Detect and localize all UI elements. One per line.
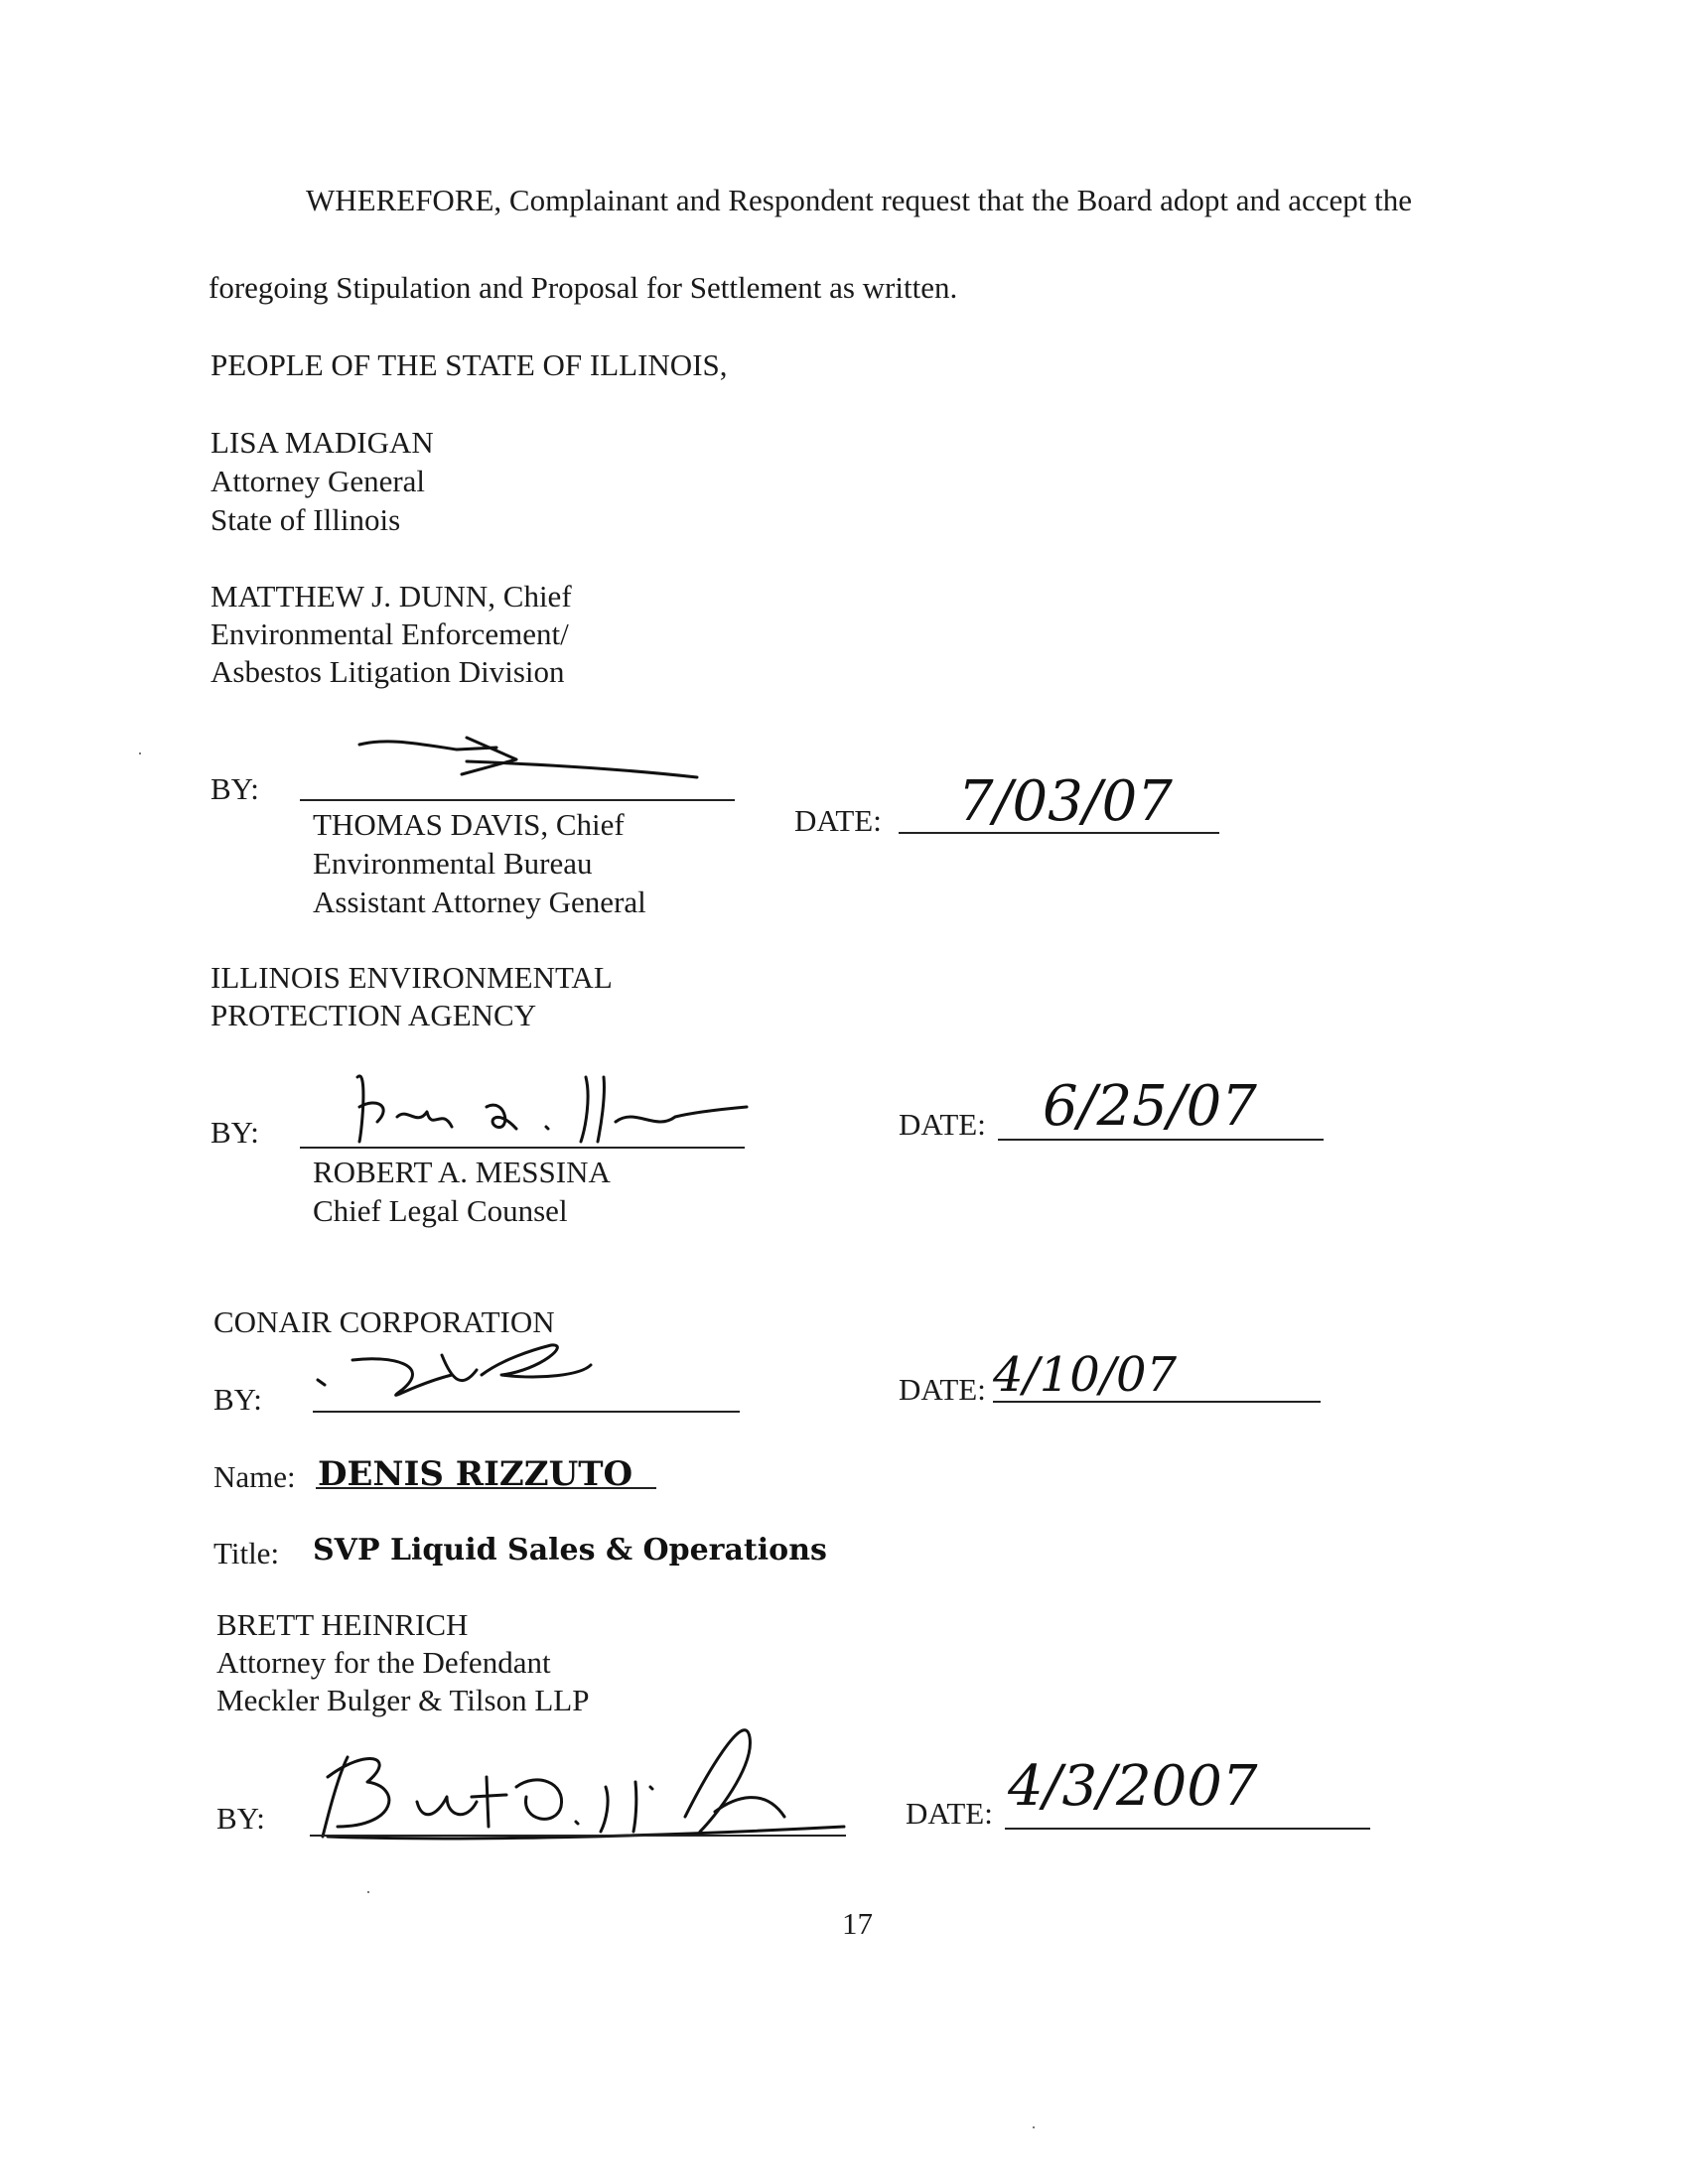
conair-name-value: DENIS RIZZUTO — [318, 1454, 633, 1494]
by-label-heinrich: BY: — [216, 1801, 265, 1836]
date-label-davis: DATE: — [794, 803, 882, 838]
date-conair: 4/10/07 — [993, 1347, 1178, 1403]
epa-line-2: PROTECTION AGENCY — [210, 998, 537, 1032]
division-name: MATTHEW J. DUNN, Chief — [210, 579, 572, 614]
conair-title-value: SVP Liquid Sales & Operations — [313, 1533, 827, 1568]
date-line-conair — [993, 1401, 1321, 1403]
epa-signer-title: Chief Legal Counsel — [313, 1193, 568, 1228]
by-label-epa: BY: — [210, 1115, 259, 1150]
date-line-heinrich — [1005, 1828, 1370, 1830]
signature-davis — [348, 730, 715, 799]
signature-line-heinrich — [310, 1835, 846, 1837]
page-number: 17 — [842, 1906, 873, 1941]
scan-speck — [139, 752, 141, 754]
by-label-davis: BY: — [210, 771, 259, 806]
signature-line-epa — [300, 1147, 745, 1149]
people-header: PEOPLE OF THE STATE OF ILLINOIS, — [210, 347, 728, 382]
epa-signer: ROBERT A. MESSINA — [313, 1155, 611, 1189]
intro-line-2: foregoing Stipulation and Proposal for Settlement as written. — [209, 270, 958, 305]
date-label-epa: DATE: — [899, 1107, 986, 1142]
signature-line-davis — [300, 799, 735, 801]
date-davis: 7/03/07 — [958, 769, 1173, 834]
heinrich-line-3: Meckler Bulger & Tilson LLP — [216, 1683, 590, 1717]
by-label-conair: BY: — [213, 1382, 262, 1417]
heinrich-name: BRETT HEINRICH — [216, 1607, 469, 1642]
name-line-conair — [316, 1487, 656, 1489]
name-label-conair: Name: — [213, 1459, 296, 1494]
davis-line-2: Environmental Bureau — [313, 846, 593, 881]
division-line-2: Environmental Enforcement/ — [210, 616, 569, 651]
signature-messina — [338, 1037, 755, 1157]
conair-header: CONAIR CORPORATION — [213, 1304, 555, 1339]
title-label-conair: Title: — [213, 1536, 280, 1570]
davis-line-3: Assistant Attorney General — [313, 885, 646, 919]
division-line-3: Asbestos Litigation Division — [210, 654, 565, 689]
epa-line-1: ILLINOIS ENVIRONMENTAL — [210, 960, 613, 995]
signature-conair — [313, 1335, 611, 1415]
date-epa: 6/25/07 — [1043, 1074, 1257, 1139]
date-heinrich: 4/3/2007 — [1008, 1754, 1258, 1819]
date-label-conair: DATE: — [899, 1372, 986, 1407]
ag-name: LISA MADIGAN — [210, 425, 434, 460]
davis-name: THOMAS DAVIS, Chief — [313, 807, 625, 842]
intro-line-1: WHEREFORE, Complainant and Respondent request that the Board adopt and accept the — [306, 183, 1413, 217]
scan-speck — [1033, 2126, 1035, 2128]
heinrich-line-2: Attorney for the Defendant — [216, 1645, 551, 1680]
ag-state: State of Illinois — [210, 502, 401, 537]
date-label-heinrich: DATE: — [906, 1796, 993, 1831]
signature-heinrich — [308, 1678, 864, 1846]
date-line-davis — [899, 832, 1219, 834]
scan-speck — [367, 1891, 369, 1893]
ag-title: Attorney General — [210, 464, 426, 498]
signature-line-conair — [313, 1411, 740, 1413]
date-line-epa — [998, 1139, 1324, 1141]
